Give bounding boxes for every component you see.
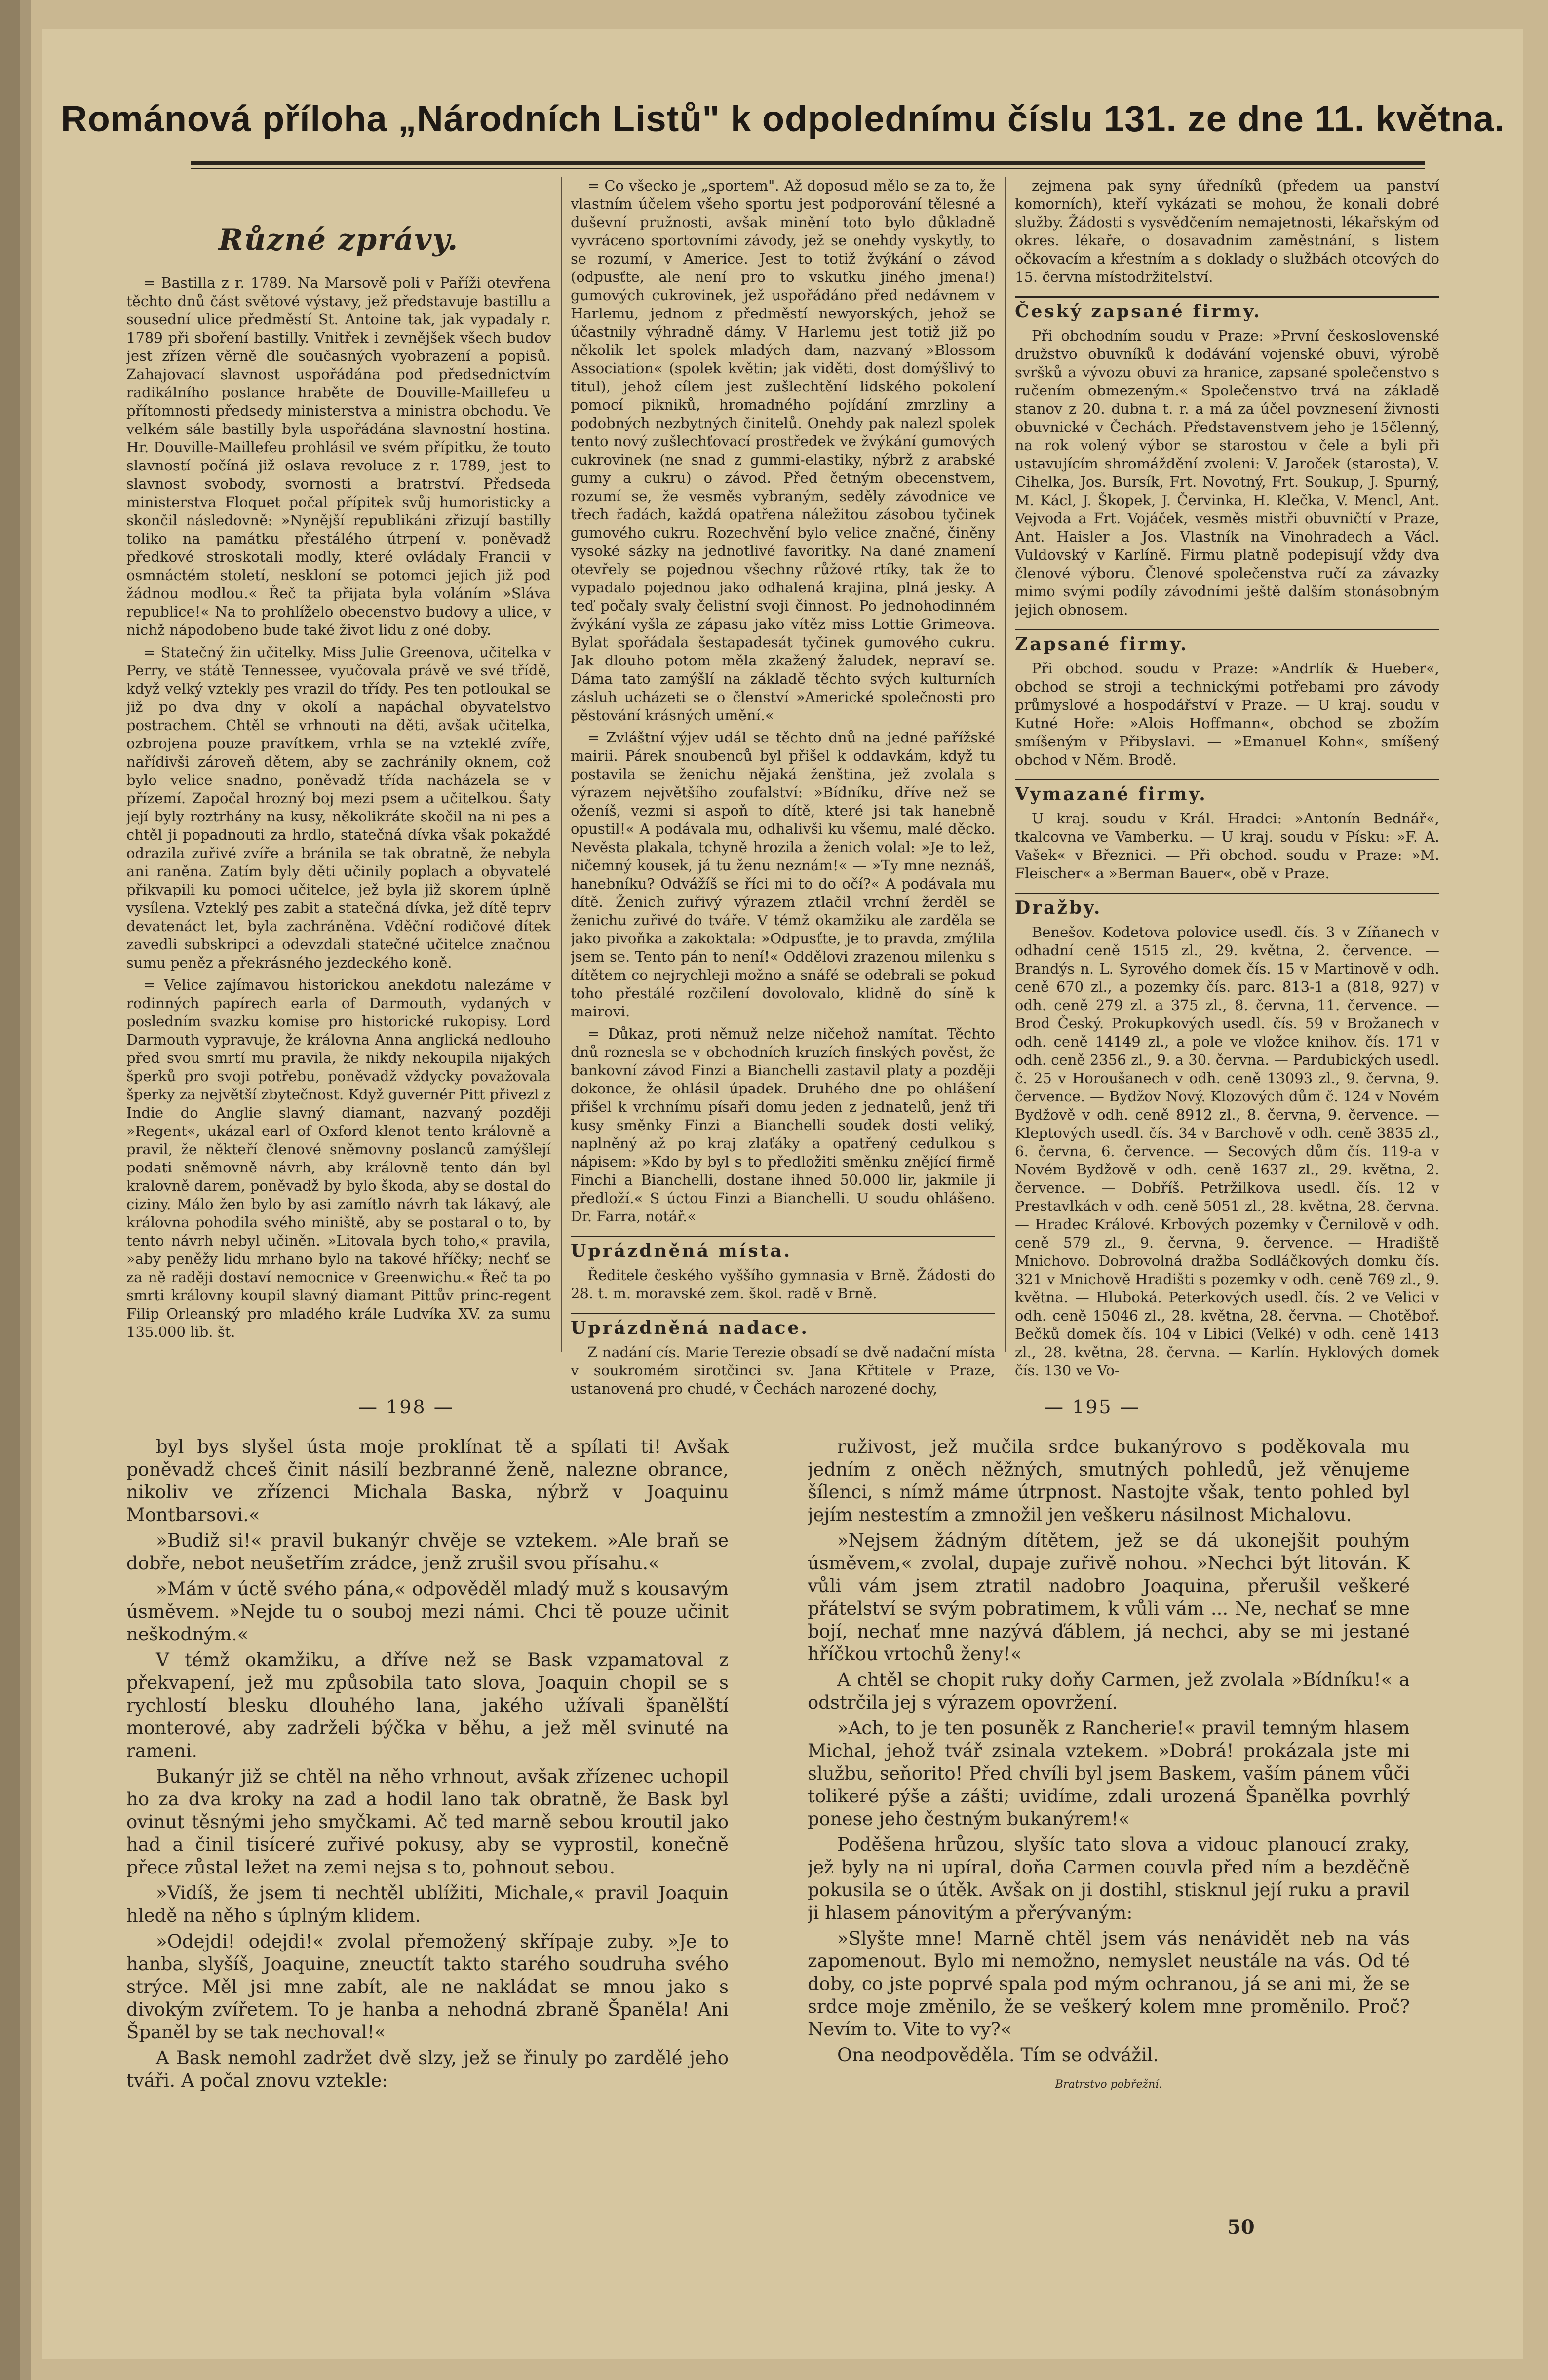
article-anekdota: = Velice zajímavou historickou anekdotu nalezáme v rodinných papírech earla of Darmouth, vydaných v posledním svazku komise pro historické rukopisy. Lord Darmouth vypravuje, že královna Anna anglická nedlouho před svou smrtí mu pravila, že nikdy nekoupila nijakých šperků pro svoji potřebu, poněvadž vždycky považovala šperky za největší zbytečnost. Když guvernér Pitt přivezl z Indie do Anglie slavný diamant, nazvaný později »Regent«, ukázal earl of Oxford klenot tento královně a pravil, že někteří členové sněmovny poslanců zamýšlejí podati sněmovně návrh, aby královně tento dán byl kralovně darem, poněvadž by bylo škoda, aby se dostal do ciziny. Málo žen bylo by asi zamítlo návrh tak lákavý, ale královna pohodila svého miniště, aby se postaral o to, by tento návrh nebyl učiněn. »Litovala bych toho,« pravila, »aby peněžy lidu mrhano bylo na takové hříčky; nechť se za ně raději dostaví nemocnice v Greenwichu.« Řeč ta po smrti královny koupil slavný diamant Pittův princ-regent Filip Orleanský pro mladého krále Ludvíka XV. za sumu 135.000 lib. št. xyxy=(126,976,551,1340)
novel-paragraph: »Nejsem žádným dítětem, jež se dá ukonejšit pouhým úsměvem,« zvolal, dupaje zuřivě nohou. »Nechci být litován. K vůli vám jsem ztratil nadobro Joaquina, přerušil veškeré přátelství se svým pobratimem, k vůli vám ... Ne, nechať se mne bojí, nechať mne nazývá ďáblem, já nechci, aby se mi jestané hříčkou vrtochů ženy!« xyxy=(808,1530,1410,1665)
article-statecny-cin: = Statečný žin učitelky. Miss Julie Greenova, učitelka v Perry, ve státě Tennessee, vyučovala právě ve své třídě, když velký vztekly pes vrazil do třídy. Pes ten potloukal se již po dva dny v okolí a napáchal obyvatelstvo postrachem. Chtěl se vrhnouti na děti, avšak učitelka, ozbrojena pouze pravítkem, vrhla se na vzteklé zvíře, nařídivši zároveň dětem, aby se zachránily oknem, což bylo velice snadno, poněvadž třída nacházela se v přízemí. Započal hrozný boj mezi psem a učitelkou. Šaty její byly roztrhány na kusy, několikráte skočil na ni pes a chtěl ji popadnouti za hrdlo, statečná dívka však pokaždé odrazila zuřivé zvíře a bránila se tak obratně, že nebyla ani raněna. Zatím byly děti učinily poplach a obyvatelé přikvapili ku pomoci učitelce, jež byla již skorem úplně vysílena. Vzteklý pes zabit a statečná dívka, jež dítě teprv devatenáct let, byla zachráněna. Vděční rodičové dítek zavedli subskripci a odevzdali statečné učitelce značnou sumu peněz a překrásného jezdeckého koně. xyxy=(126,644,551,971)
article-nadace-cont: zejmena pak syny úředníků (předem ua panství komorních), kteří vykázati se mohou, že konali dobré služby. Žádosti s vysvědčením nemajetnosti, lékařským od okres. lékaře, o dosavadním zaměstnání, s listem očkovacím a křestním a s doklady o službách otcových do 15. června místodržitelství. xyxy=(1015,177,1439,285)
novel-paragraph: »Ach, to je ten posuněk z Rancherie!« pravil temným hlasem Michal, jehož tvář zsinala vztekem. »Dobrá! prokázala jste mi službu, seňorito! Před chvíli byl jsem Baskem, vaším pánem vůči tolikeré pýše a zášti; uvidíme, zdali urozená Španělka povrhlý ponese jeho čestným bukanýrem!« xyxy=(808,1717,1410,1830)
page-number-left: — 198 — xyxy=(358,1396,454,1418)
column-2 xyxy=(571,177,995,1490)
novel-paragraph: Bukanýr již se chtěl na něho vrhnout, avšak zřízenec uchopil ho za dva kroky na zad a hodil lano tak obratně, že Bask byl ovinut těsnými jeho smyčkami. Ač ted marně sebou kroutil jako had a činil tisíceré zuřivé pokusy, aby se vyprostil, konečně přece zůstal ležet na zemi nejsa s to, pohnout sebou. xyxy=(126,1766,729,1878)
section-text-drazby: Benešov. Kodetova polovice usedl. čís. 3 v Zíňanech v odhadní ceně 1515 zl., 29. května, 2. července. — Brandýs n. L. Syrového domek čís. 15 v Martinově v odh. ceně 670 zl., a pozemky čís. parc. 813-1 a (818, 927) v odh. ceně 279 zl. a 375 zl., 8. června, 11. července. — Brod Český. Prokupkových usedl. čís. 59 v Brožanech v odh. ceně 14149 zl., a pole ve vložce knihov. čís. 171 v odh. ceně 2356 zl., 9. a 30. června. — Pardubických usedl. č. 25 v Horoušanech v odh. ceně 13093 zl., 9. června, 9. července. — Bydžov Nový. Klozových dům č. 124 v Novém Bydžově v odh. ceně 8912 zl., 8. června, 9. července. — Kleptových usedl. čís. 34 v Barchově v odh. ceně 3835 zl., 6. června, 6. července. — Secových dům čís. 119-a v Novém Bydžově v odh. ceně 1637 zl., 29. května, 2. července. — Dobříš. Petržilkova usedl. čís. 12 v Prestavlkách v odh. ceně 5051 zl., 28. května, 28. června. — Hradec Králové. Krbových pozemky v Černilově v odh. ceně 579 zl., 9. června, 9. července. — Hradiště Mnichovo. Dobrovolná dražba Sodláčkových domku čís. 321 v Mnichově Hradišti s pozemky v odh. ceně 769 zl., 9. května. — Hluboká. Peterkových usedl. čís. 2 ve Velici v odh. ceně 15046 zl., 28. května, 28. června. — Chotěboř. Bečků domek čís. 104 v Libici (Velké) v odh. ceně 1413 zl., 28. května, 28. června. — Karlín. Hyklových domek čís. 130 ve Vo- xyxy=(1015,924,1439,1379)
novel-paragraph: A chtěl se chopit ruky doňy Carmen, jež zvolala »Bídníku!« a odstrčila jej s výrazem opovržení. xyxy=(808,1669,1410,1713)
section-text-uprazdnena-mista: Ředitele českého vyššího gymnasia v Brně. Žádosti do 28. t. m. moravské zem. škol. radě v Brně. xyxy=(571,1267,995,1302)
novel-paragraph: »Vidíš, že jsem ti nechtěl ublížiti, Michale,« pravil Joaquin hledě na něho s úplným klidem. xyxy=(126,1882,729,1926)
article-bastilla: = Bastilla z r. 1789. Na Marsově poli v Paříži otevřena těchto dnů část světové výstavy, jež představuje bastillu a sousední ulice předměstí St. Antoine tak, jak vypadaly r. 1789 při sboření bastilly. Vnitřek i zevnějšek všech budov jest zřízen věrně dle současných vyobrazení a popisů. Zahajovací slavnost uspořádána pod předsednictvím radikálního poslance hraběte de Douville-Maillefeu u přítomnosti předsedy ministerstva a ministra obchodu. Ve velkém sále bastilly byla uspořádána slavnostní hostina. Hr. Douville-Maillefeu prohlásil ve svém přípitku, že touto slavností počíná již oslava revoluce z r. 1789, jest to slavnost svobody, svornosti a bratrství. Předseda ministerstva Floquet počal přípitek svůj humoristicky a skončil následovně: »Nynější republikáni zřizují bastilly toliko na památku přestálého útrpení v. poněvadž předkové stroskotali modly, které ovládaly Francii v osmnáctém století, neskloní se potomci jejich již pod žádnou modlou.« Řeč ta přijata byla voláním »Sláva republice!« Na to prohlíželo obecenstvo budovy a ulice, v nichž nápodobeno bude také život lidu z oné doby. xyxy=(126,274,551,638)
novel-paragraph: »Mám v úctě svého pána,« odpověděl mladý muž s kousavým úsměvem. »Nejde tu o souboj mezi námi. Chci tě pouze učinit neškodným.« xyxy=(126,1578,729,1645)
page-number-right: — 195 — xyxy=(1045,1396,1140,1418)
novel-paragraph: ruživost, jež mučila srdce bukanýrovo s poděkovala mu jedním z oněch něžných, smutných pohledů, jež věnujeme šílenci, s nímž máme útrpnost. Nastojte však, tento pohled byl jejím nestestím a zmnožil jen veškeru násilnost Michalovu. xyxy=(808,1436,1410,1525)
page-header: Románová příloha „Národních Listů" k odpolednímu číslu 131. ze dne 11. května. xyxy=(61,98,1505,139)
novel-paragraph: Ona neodpověděla. Tím se odvážil. xyxy=(837,2044,1159,2066)
newspaper-page xyxy=(42,29,1523,2359)
section-text-vymazane-firmy: U kraj. soudu v Král. Hradci: »Antonín Bednář«, tkalcovna ve Vamberku. — U kraj. soudu v Písku: »F. A. Vašek« v Březnici. — Při obchod. soudu v Praze: »M. Fleischer« a »Berman Bauer«, obě v Praze. xyxy=(1015,810,1439,882)
section-title-zapsane-firmy-2: Zapsané firmy. xyxy=(1015,629,1439,654)
column-divider xyxy=(1005,177,1006,1352)
novel-paragraph: »Budiž si!« pravil bukanýr chvěje se vztekem. »Ale braň se dobře, nebot neušetřím zrádce, jenž zrušil svou přísahu.« xyxy=(126,1530,729,1574)
section-text-zapsane-firmy-1: Při obchodním soudu v Praze: »První československé družstvo obuvníků k dodávání vojenské obuvi, výrobě svršků a vývozu obuvi za hranice, zapsané společenstvo s ručením obmezeným.« Společenstvo trvá na základě stanov z 20. dubna t. r. a má za účel povznesení živnosti obuvnické v Čechách. Představenstvem jeho je 15členný, na rok volený výbor se starostou v čele a byli při ustavujícím shromáždění zvoleni: V. Jaroček (starosta), V. Cihelka, Jos. Bursík, Frt. Novotný, Frt. Soukup, J. Spurný, M. Kácl, J. Škopek, J. Červinka, H. Klečka, V. Mencl, Ant. Vejvoda a Frt. Vojáček, vesměs mistři obuvničtí v Praze, Ant. Haisler a Jos. Vlastník na Vinohradech a Václ. Vuldovský v Karlíně. Firmu platně podepisují vždy dva členové výboru. Členové společenstva ručí za závazky mimo svými podíly závodními ještě dalším stonásobným jejich obnosem. xyxy=(1015,327,1439,618)
novel-paragraph: V témž okamžiku, a dříve než se Bask vzpamatoval z překvapení, jež mu způsobila tato slova, Joaquin chopil se s rychlostí blesku dlouhého lana, jakého užívali španělští monterové, aby zadrželi býčka v běhu, a jež měl svinuté na rameni. xyxy=(126,1649,729,1761)
novel-paragraph: byl bys slyšel ústa moje proklínat tě a spílati ti! Avšak poněvadž chceš činit násilí bezbranné ženě, nalezne obrance, nikoliv ve zřízenci Michala Baska, nýbrž v Joaquinu Montbarsovi.« xyxy=(126,1436,729,1525)
article-zvlastni-vyjev: = Zvláštní výjev udál se těchto dnů na jedné pařížské mairii. Párek snoubenců byl přišel k oddavkám, když tu postavila se ženichu nějaká ženština, jež zvolala s výrazem největšího zoufalství: »Bídníku, dříve než se oženíš, vezmi si aspoň to dítě, které jsi tak hanebně opustil!« A podávala mu, odhalivši ku všemu, malé děcko. Nevěsta plakala, tchyně hrozila a ženich volal: »Je to lež, ničemný kousek, já tu ženu neznám!« — »Ty mne neznáš, hanebníku? Odvážíš se říci mi to do očí?« A podávala mu dítě. Ženich zuřivý výrazem ztlačil vrchní žerděl se ženichu zuřivé do tváře. V témž okamžiku ale zarděla se jako pivoňka a zakoktala: »Odpusťte, je to pravda, zmýlila jsem se. Tento pán to není!« Oddělovi zrazenou milenku s dítětem co nejrychleji možno a snáfé se odebrali se pokud toho přestálé rozčilení dovolovalo, klidně do síně k mairovi. xyxy=(571,729,995,1020)
page-edge xyxy=(0,0,20,2380)
novel-paragraph: Poděšena hrůzou, slyšíc tato slova a vidouc planoucí zraky, jež byly na ni upíral, doňa Carmen couvla před ním a bezděčně pokusila se o útěk. Avšak on ji dostihl, stisknul její ruku a pravil ji hlasem pánovitým a přerývaným: xyxy=(808,1834,1410,1923)
section-text-zapsane-firmy-2: Při obchod. soudu v Praze: »Andrlík & Hueber«, obchod se stroji a technickými potřebami pro závody průmyslové a hospodářství v Praze. — U kraj. soudu v Kutné Hoře: »Alois Hoffmann«, obchod se zbožím smíšeným v Přibyslavi. — »Emanuel Kohn«, smíšený obchod v Něm. Brodě. xyxy=(1015,660,1439,768)
column-1 xyxy=(126,177,551,1490)
column-3 xyxy=(1015,177,1439,1490)
section-text-uprazdnena-nadace: Z nadání cís. Marie Terezie obsadí se dvě nadační místa v soukromém sirotčinci sv. Jana Křtitele v Praze, ustanovená pro chudé, v Čechách narozené dochy, xyxy=(571,1344,995,1397)
novel-paragraph: »Odejdi! odejdi!« zvolal přemožený skřípaje zuby. »Je to hanba, slyšíš, Joaquine, zneuctít takto starého soudruha svého strýce. Měl jsi mne zabít, ale ne nakládat se mnou jako s divokým zvířetem. To je hanba a nehodná zbraně Španěla! Ani Španěl by se tak nechoval!« xyxy=(126,1931,729,2043)
column-divider xyxy=(561,177,562,1352)
page-edge-strip xyxy=(20,0,31,2380)
sheet-number: 50 xyxy=(1227,2216,1255,2239)
novel-paragraph: A Bask nemohl zadržet dvě slzy, jež se řinuly po zardělé jeho tváři. A počal znovu vztekle: xyxy=(126,2047,729,2091)
novel-paragraph: »Slyšte mne! Marně chtěl jsem vás nenávidět neb na vás zapomenout. Bylo mi nemožno, nemyslet neustále na vás. Od té doby, co jste poprvé spala pod mým ochranou, já se ani mi, že se srdce moje změnilo, že se veškerý kolem mne proměnilo. Proč? Nevím to. Vite to vy?« xyxy=(808,1928,1410,2040)
section-title-ruzne-zpravy: Různé zprávy. xyxy=(218,223,459,257)
section-title-drazby: Dražby. xyxy=(1015,893,1439,917)
article-dukaz: = Důkaz, proti němuž nelze ničehož namítat. Těchto dnů roznesla se v obchodních kruzích finských pověst, že bankovní závod Finzi a Bianchelli zastavil platy a později dokonce, že ohlásil úpadek. Druhého dne po ohlášení přišel k vrchnímu písaři domu jeden z jednatelů, jenž tři kusy směnky Finzi a Bianchelli soudek dosti veliký, naplněný až po kraj zlaťáky a opatřený cedulkou s nápisem: »Kdo by byl s to předložiti směnku znějící firmě Finchi a Bianchelli, dostane ihned 50.000 lir, jakmile ji předloží.« S úctou Finzi a Bianchelli. U soudu ohlášeno. Dr. Farra, notář.« xyxy=(571,1025,995,1225)
article-sport: = Co všecko je „sportem". Až doposud mělo se za to, že vlastním účelem všeho sportu jest podporování tělesné a duševní pružnosti, avšak minění toto bylo důkladně vyvráceno sportovními závody, jež se onehdy vyskytly, to se rozumí, v Americe. Jest to totiž žvýkání o závod (odpusťte, ale není pro to vskutku jiného jmena!) gumových cukrovinek, jež uspořádáno před nedávnem v Harlemu, jednom z předměstí newyorských, jehož se účastnily výhradně dámy. V Harlemu jest totiž již po několik let spolek mladých dam, nazvaný »Blossom Association« (spolek květin; jak viděti, dost domýšlivý to titul), jehož cílem jest zušlechtění lidského pokolení pomocí pikniků, hromadného pojídání zmrzliny a podobných nezbytných činitelů. Onehdy pak nalezl spolek tento nový zušlechťovací prostředek ve žvýkání gumových cukrovinek (ne snad z gummi-elastiky, nýbrž z arabské gumy a cukru) o závod. Před četným obecenstvem, rozumí se, že vesměs vybraným, seděly závodnice ve třech řadách, každá opatřena náležitou zásobou tyčinek gumového cukru. Rozechvění bylo velice značné, činěny vysoké sázky na jednotlivé favoritky. Na dané znamení otevřely se pojednou všechny růžové rtíky, tak že to vypadalo pojednou jako odhalená krajina, plná jesky. A teď počaly svaly čelistní svoji činnost. Po jednohodinném žvýkání vyšla ze zápasu jako vítěz miss Lottie Grimeova. Bylat spořádala šestapadesát tyčinek gumového cukru. Jak dlouho potom měla zkažený žaludek, nepraví se. Dáma tato zamýšlí na základě těchto svých kulturních zásluh ucházeti se o členství »Americké společnosti pro pěstování krásných umění.« xyxy=(571,177,995,724)
header-rule-thin xyxy=(191,168,1425,169)
footer-signature: Bratrstvo pobřežní. xyxy=(1055,2078,1162,2091)
section-title-zapsane-firmy-1: Český zapsané firmy. xyxy=(1015,296,1439,321)
novel-right-column xyxy=(808,1436,1410,2300)
section-title-uprazdnena-nadace: Uprázdněná nadace. xyxy=(571,1313,995,1337)
novel-left-column xyxy=(126,1436,729,2300)
section-title-uprazdnena-mista: Uprázdněná místa. xyxy=(571,1236,995,1260)
section-title-vymazane-firmy: Vymazané firmy. xyxy=(1015,779,1439,804)
header-rule xyxy=(191,161,1425,165)
